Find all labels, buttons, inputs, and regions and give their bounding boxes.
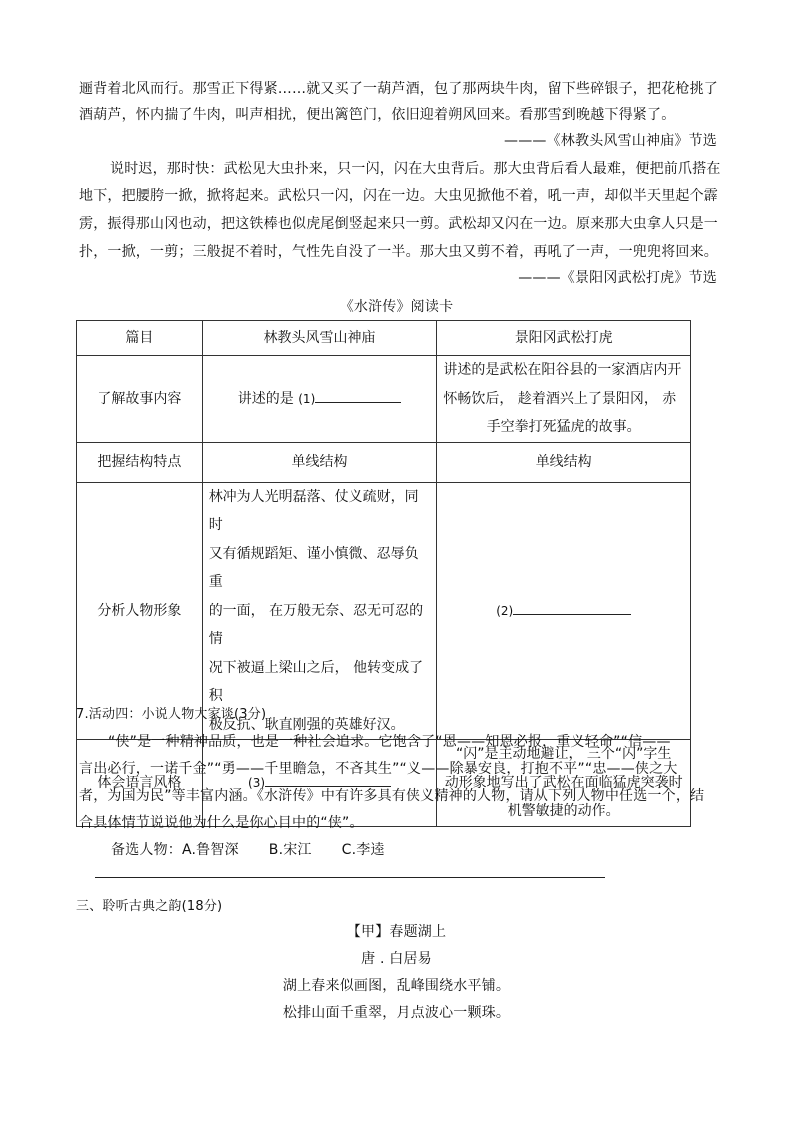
excerpt2-line4: 扑，一掀，一剪；三般捉不着时，气性先自没了一半。那大虫又剪不着，再吼了一声，一兜兜将回来。	[79, 244, 718, 260]
cell-line: 的一面， 在万般无奈、忍无可忍的情	[208, 602, 424, 647]
row-label: 体会语言风格	[77, 740, 203, 827]
row-label: 了解故事内容	[77, 356, 203, 443]
cell-line: 又有循规蹈矩、谨小慎微、忍辱负重	[208, 545, 419, 590]
table-cell: 单线结构	[202, 442, 437, 482]
row-label: 把握结构特点	[77, 442, 203, 482]
answer-cell-2	[437, 482, 691, 740]
cell-text: 讲述的是	[237, 390, 294, 407]
excerpt1-source: ———《林教头风雪山神庙》节选	[504, 133, 717, 149]
cell-line: 极反抗、耿直刚强的英雄好汉。	[208, 716, 405, 733]
activity4-para-line3: 者，为国为民”等丰富内涵。《水浒传》中有许多具有侠义精神的人物，请从下列人物中任选一个，结	[79, 788, 705, 804]
cell-line: “闪”是主动地避让， 三个“闪”字生	[455, 746, 672, 762]
reading-card-title: 《水浒传》阅读卡	[339, 299, 454, 315]
cell-line: 手空拳打死猛虎的故事。	[486, 419, 641, 435]
header-cell: 景阳冈武松打虎	[437, 321, 691, 356]
blank-number: (1)	[298, 391, 316, 406]
excerpt1-line2: 酒葫芦，怀内揣了牛肉，叫声相扰，便出篱笆门，依旧迎着朔风回来。看那雪到晚越下得紧了。	[79, 107, 676, 123]
excerpt2-line1: 说时迟，那时快：武松见大虫扑来，只一闪，闪在大虫背后。那大虫背后看人最难，便把前爪搭在	[110, 161, 721, 177]
poem-line2: 松排山面千重翠，月点波心一颗珠。	[282, 1005, 511, 1021]
excerpt1-line1: 逦背着北风而行。那雪正下得紧……就又买了一葫芦酒，包了那两块牛肉，留下些碎银子，把花枪挑了	[79, 81, 718, 97]
candidate-options	[111, 839, 385, 859]
answer-blank-1[interactable]	[315, 388, 401, 403]
option-a[interactable]: A.鲁智深	[182, 842, 239, 858]
cell-line: 林冲为人光明磊落、仗义疏财，同时	[208, 488, 419, 533]
options-label: 备选人物：	[111, 842, 182, 858]
poem-author: 唐 . 白居易	[361, 951, 432, 967]
table-cell	[437, 356, 691, 443]
excerpt2-line2: 地下，把腰胯一掀，掀将起来。武松只一闪，闪在一边。大虫见掀他不着，吼一声，却似半天里起个霹	[79, 188, 718, 204]
cell-line: 况下被逼上梁山之后， 他转变成了积	[208, 659, 424, 704]
option-b[interactable]: B.宋江	[268, 842, 312, 858]
row-label: 分析人物形象	[77, 482, 203, 740]
table-header-row	[77, 321, 691, 356]
poem-line1: 湖上春来似画图，乱峰围绕水平铺。	[282, 978, 511, 994]
answer-blank-2[interactable]	[513, 600, 631, 615]
table-row	[77, 356, 691, 443]
blank-number: (2)	[496, 603, 514, 618]
activity4-para-line4: 合具体情节说说他为什么是你心目中的“侠”。	[79, 815, 364, 831]
header-cell: 篇目	[77, 321, 203, 356]
cell-line: 怀畅饮后， 趁着酒兴上了景阳冈， 赤	[443, 390, 677, 407]
cell-line: 机警敏捷的动作。	[507, 803, 620, 819]
activity4-heading: 7.活动四：小说人物大家谈(3分)	[76, 707, 267, 722]
option-c[interactable]: C.李逵	[341, 842, 385, 858]
table-cell: 单线结构	[437, 442, 691, 482]
cell-line: 讲述的是武松在阳谷县的一家酒店内开	[443, 362, 682, 378]
table-row	[77, 442, 691, 482]
header-cell: 林教头风雪山神庙	[202, 321, 437, 356]
poem-title: 【甲】春题湖上	[346, 924, 447, 940]
section3-heading: 三、聆听古典之韵(18分)	[76, 899, 223, 914]
excerpt2-source: ———《景阳冈武松打虎》节选	[518, 270, 717, 286]
table-cell	[437, 740, 691, 827]
table-cell	[202, 482, 437, 740]
excerpt2-line3: 雳，振得那山冈也动，把这铁棒也似虎尾倒竖起来只一剪。武松却又闪在一边。原来那大虫拿人只是一	[79, 216, 718, 232]
answer-cell-1	[202, 356, 437, 443]
activity4-para-line2: 言出必行，一诺千金”“勇——千里瞻急，不吝其生”“义——除暴安良，打抱不平”“忠——侠之大	[79, 761, 678, 777]
blank-number: (3)	[248, 775, 266, 790]
activity4-para-line1: “侠”是一种精神品质，也是一种社会追求。它饱含了“恩——知恩必报，重义轻命”“信——	[108, 734, 671, 750]
answer-line[interactable]	[95, 877, 605, 878]
cell-line: 动形象地写出了武松在面临猛虎突袭时	[444, 774, 683, 791]
table-row	[77, 482, 691, 740]
